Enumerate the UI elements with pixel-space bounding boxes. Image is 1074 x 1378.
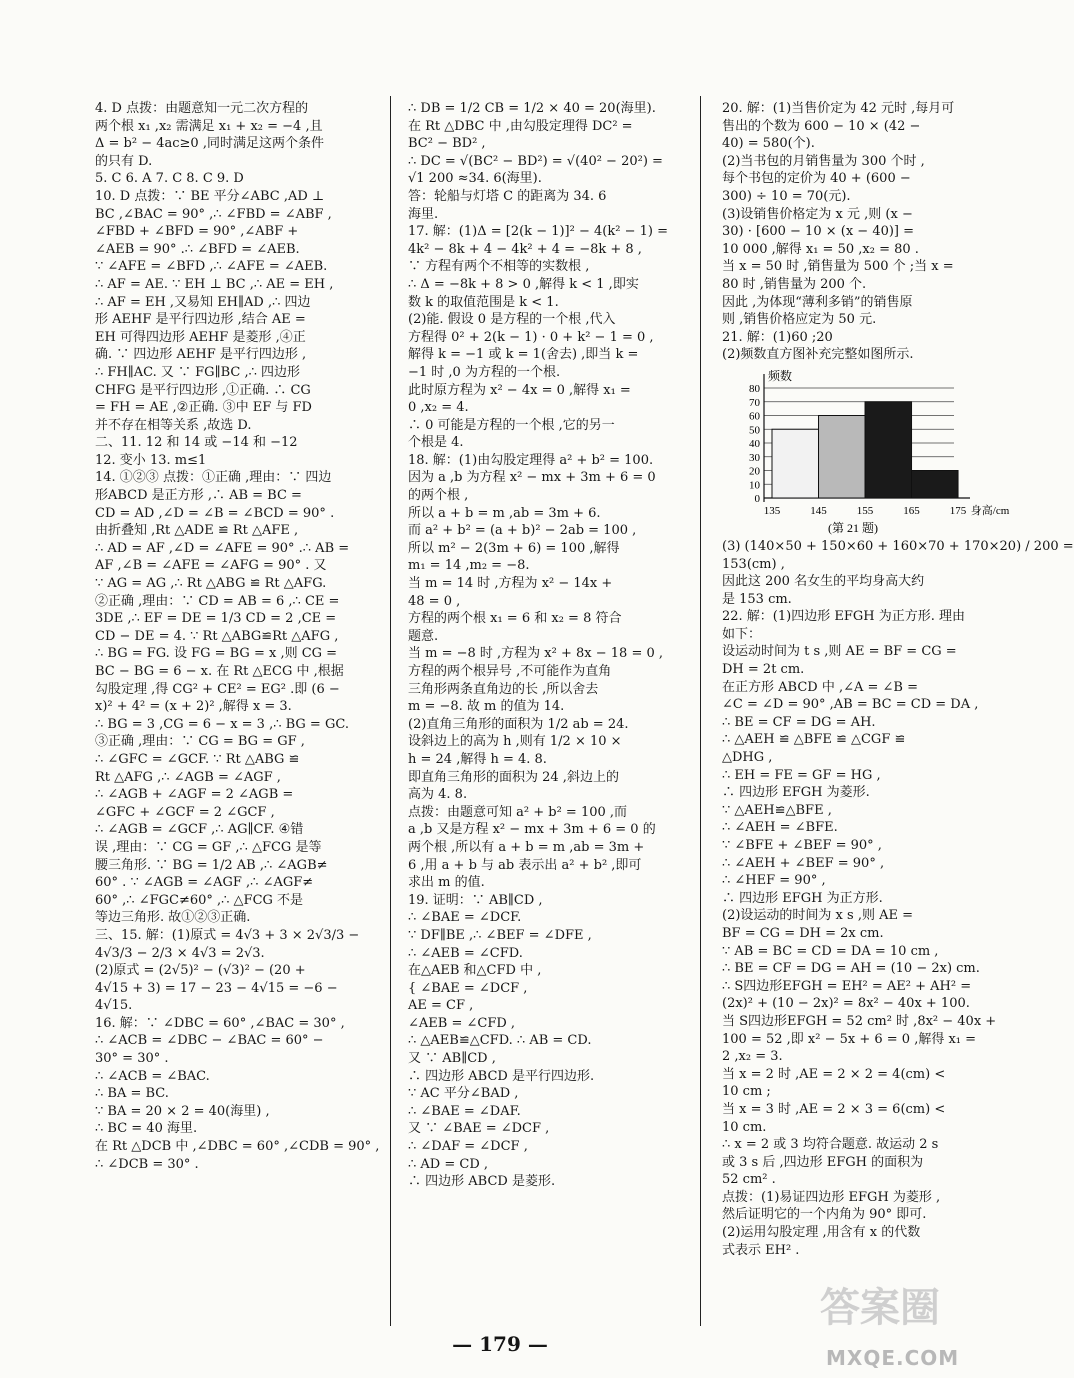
text-line: 当 m = 14 时 ,方程为 x² − 14x + <box>408 576 613 592</box>
text-line: ∴ DB = 1/2 CB = 1/2 × 40 = 20(海里). <box>408 101 656 116</box>
text-line: 二、11. 12 和 14 或 −14 和 −12 <box>95 435 298 451</box>
text-line: ∴ BG = FG. 设 FG = BG = x ,则 CG = <box>95 646 338 662</box>
text-line: 题意. <box>408 628 439 644</box>
x-tick-label: 135 <box>763 504 781 517</box>
y-tick-label: 60 <box>749 410 760 423</box>
text-line: ∴ S四边形EFGH = EH² = AE² + AH² = <box>722 978 972 994</box>
y-tick-label: 80 <box>749 382 760 395</box>
text-line: 两个根 x₁ ,x₂ 需满足 x₁ + x₂ = −4 ,且 <box>95 118 323 134</box>
text-line: 153(cm) , <box>722 556 785 572</box>
text-line: 答：轮船与灯塔 C 的距离为 34. 6 <box>408 188 607 204</box>
text-line: (3) (140×50 + 150×60 + 160×70 + 170×20) / 200 = <box>722 538 1074 554</box>
text-line: ∴ BC = 40 海里. <box>95 1121 198 1137</box>
text-line: 4√15. <box>95 998 133 1014</box>
text-line: (2)能. 假设 0 是方程的一个根 ,代入 <box>408 312 616 328</box>
text-line: 在 Rt △DBC 中 ,由勾股定理得 DC² = <box>408 118 633 134</box>
text-line: (2)设运动的时间为 x s ,则 AE = <box>722 908 913 924</box>
text-line: 式表示 EH² . <box>722 1242 800 1258</box>
text-line: 如下： <box>722 626 762 642</box>
text-line: 在 Rt △DCB 中 ,∠DBC = 60° ,∠CDB = 90° , <box>95 1139 380 1155</box>
column-divider <box>390 96 391 1326</box>
histogram-bar <box>819 415 866 498</box>
text-line: 方程得 0² + 2(k − 1) · 0 + k² − 1 = 0 , <box>408 329 654 345</box>
text-line: ∴ 四边形 ABCD 是平行四边形. <box>408 1068 595 1084</box>
text-line: 两个根 ,所以有 a + b = m ,ab = 3m + <box>408 839 645 855</box>
text-line: 由折叠知 ,Rt △ADE ≌ Rt △AFE , <box>95 523 299 539</box>
histogram-bar <box>912 470 959 498</box>
text-line: ∵ ∠BFE + ∠BEF = 90° , <box>722 838 882 853</box>
text-line: 48 = 0 , <box>408 593 461 609</box>
text-line: (3)设销售价格定为 x 元 ,则 (x − <box>722 206 913 222</box>
text-line: ∴ ∠AEH + ∠BEF = 90° , <box>722 855 885 871</box>
chart-caption: (第 21 题) <box>828 520 878 535</box>
text-line: 10 cm ; <box>722 1084 771 1100</box>
text-line: 误 ,理由：∵ CG = GF ,∴ △FCG 是等 <box>95 839 322 855</box>
text-line: 60° ,∴ ∠FGC≠60° ,∴ △FCG 不是 <box>95 892 304 908</box>
text-line: 30) · [600 − 10 × (x − 40)] = <box>722 224 915 240</box>
text-line: ∴ BE = CF = DG = AH. <box>722 714 876 730</box>
text-line: ∵ 方程有两个不相等的实数根 , <box>408 259 590 275</box>
y-axis-label: 频数 <box>768 368 793 383</box>
text-line: ②正确 ,理由：∵ CD = AB = 6 ,∴ CE = <box>95 593 340 609</box>
column-divider <box>700 96 701 1326</box>
text-line: 方程的两个根异号 ,不可能作为直角 <box>408 664 612 679</box>
text-line: ∵ DF∥BE ,∴ ∠BEF = ∠DFE , <box>408 927 592 943</box>
text-line: 3DE ,∴ EF = DE = 1/3 CD = 2 ,CE = <box>95 611 337 627</box>
text-line: ∴ AD = CD , <box>408 1156 489 1172</box>
text-line: (2)运用勾股定理 ,用含有 x 的代数 <box>722 1225 921 1241</box>
text-line: EH 可得四边形 AEHF 是菱形 ,④正 <box>95 329 306 345</box>
text-line: ∴ ∠ACB = ∠DBC − ∠BAC = 60° − <box>95 1033 324 1049</box>
text-line: ∠AEB = 90° .∴ ∠BFD = ∠AEB. <box>95 241 300 257</box>
text-line: −1 时 ,0 为方程的一个根. <box>408 364 561 380</box>
text-line: ∵ AG = AG ,∴ Rt △ABG ≌ Rt △AFG. <box>95 576 327 592</box>
text-line: 2 ,x₂ = 3. <box>722 1049 783 1065</box>
text-line: ∴ FH∥AC. 又 ∵ FG∥BC ,∴ 四边形 <box>95 364 300 380</box>
text-line: 14. ①②③ 点拨：①正确 ,理由：∵ 四边 <box>95 470 332 486</box>
text-line: Δ = b² − 4ac≥0 ,同时满足这两个条件 <box>95 136 324 152</box>
text-line: a ,b 又是方程 x² − mx + 3m + 6 = 0 的 <box>408 822 656 838</box>
text-line: ∴ 四边形 ABCD 是菱形. <box>408 1174 556 1190</box>
y-tick-label: 40 <box>749 437 760 450</box>
text-line: 所以 m² − 2(3m + 6) = 100 ,解得 <box>408 540 620 556</box>
text-line: 19. 证明：∵ AB∥CD , <box>408 892 543 908</box>
text-line: ∴ ∠HEF = 90° , <box>722 873 826 889</box>
text-line: ∵ △AEH≌△BFE , <box>722 802 832 818</box>
y-tick-label: 50 <box>749 424 760 437</box>
height-histogram <box>722 366 1010 536</box>
text-line: 解得 k = −1 或 k = 1(舍去) ,即当 k = <box>408 347 639 363</box>
text-line: ∴ ∠AEH = ∠BFE. <box>722 820 838 836</box>
text-line: 当 m = −8 时 ,方程为 x² + 8x − 18 = 0 , <box>408 646 664 662</box>
text-line: ∴ x = 2 或 3 均符合题意. 故运动 2 s <box>722 1137 939 1153</box>
text-line: √1 200 ≈34. 6(海里). <box>408 171 542 187</box>
answer-column-1 <box>95 100 380 1173</box>
text-line: 4√3/3 − 2/3 × 4√3 = 2√3. <box>95 945 265 961</box>
text-line: CD − DE = 4. ∵ Rt △ABG≌Rt △AFG , <box>95 628 339 644</box>
text-line: 形 AEHF 是平行四边形 ,结合 AE = <box>95 312 306 328</box>
text-line: ∴ ∠BAE = ∠DAF. <box>408 1103 521 1119</box>
text-line: (2)直角三角形的面积为 1/2 ab = 24. <box>408 716 629 732</box>
text-line: 等边三角形. 故①②③正确. <box>95 910 251 926</box>
text-line: 10. D 点拨：∵ BE 平分∠ABC ,AD ⊥ <box>95 188 325 204</box>
text-line: ∠AEB = ∠CFD , <box>408 1015 516 1031</box>
text-line: 海里. <box>408 206 439 222</box>
text-line: m = −8. 故 m 的值为 14. <box>408 699 565 715</box>
text-line: 因为 a ,b 为方程 x² − mx + 3m + 6 = 0 <box>408 470 656 486</box>
y-tick-label: 20 <box>749 465 760 478</box>
text-line: 并不存在相等关系 ,故选 D. <box>95 417 252 433</box>
text-line: 高为 4. 8. <box>408 787 468 803</box>
text-line: 4√15 + 3) = 17 − 23 − 4√15 = −6 − <box>95 980 338 996</box>
text-line: 是 153 cm. <box>722 591 792 607</box>
text-line: ∴ 0 可能是方程的一个根 ,它的另一 <box>408 417 615 433</box>
text-line: ∴ AD = AF ,∠D = ∠AFE = 90° .∴ AB = <box>95 540 350 556</box>
text-line: 设运动时间为 t s ,则 AE = BF = CG = <box>722 644 957 660</box>
text-line: 而 a² + b² = (a + b)² − 2ab = 100 , <box>408 523 637 539</box>
y-tick-label: 30 <box>749 451 760 464</box>
text-line: (2)频数直方图补充完整如图所示. <box>722 347 914 363</box>
text-line: 16. 解：∵ ∠DBC = 60° ,∠BAC = 30° , <box>95 1015 345 1031</box>
text-line: (2x)² + (10 − 2x)² = 8x² − 40x + 100. <box>722 996 970 1012</box>
text-line: ∴ ∠ACB = ∠BAC. <box>95 1068 210 1084</box>
text-line: ∴ ∠AEB = ∠CFD. <box>408 945 523 961</box>
text-line: 21. 解：(1)60 ;20 <box>722 329 833 345</box>
text-line: ∵ AB = BC = CD = DA = 10 cm , <box>722 943 939 959</box>
text-line: ∴ ∠DAF = ∠DCF , <box>408 1139 528 1155</box>
text-line: (2)原式 = (2√5)² − (√3)² − (20 + <box>95 963 306 979</box>
text-line: 又 ∵ ∠BAE = ∠DCF , <box>408 1121 550 1137</box>
answer-column-3 <box>722 100 1074 1259</box>
y-tick-label: 0 <box>754 492 760 505</box>
text-line: ∠C = ∠D = 90° ,AB = BC = CD = DA , <box>722 697 979 713</box>
text-line: AE = CF , <box>408 998 474 1014</box>
text-line: 腰三角形. ∵ BG = 1/2 AB ,∴ ∠AGB≠ <box>95 857 328 873</box>
x-axis-label: 身高/cm <box>970 504 1010 517</box>
text-line: BC² − BD² , <box>408 136 486 152</box>
text-line: 60° . ∵ ∠AGB = ∠AGF ,∴ ∠AGF≠ <box>95 875 314 891</box>
x-tick-label: 145 <box>810 504 827 517</box>
watermark-logo: 答案圈 <box>820 1285 940 1331</box>
text-line: 所以 a + b = m ,ab = 3m + 6. <box>408 505 601 521</box>
text-line: ∴ BG = 3 ,CG = 6 − x = 3 ,∴ BG = GC. <box>95 716 349 732</box>
text-line: 18. 解：(1)由勾股定理得 a² + b² = 100. <box>408 452 654 468</box>
text-line: 17. 解：(1)Δ = [2(k − 1)]² − 4(k² − 1) = <box>408 224 668 240</box>
text-line: 因此这 200 名女生的平均身高大约 <box>722 574 925 590</box>
text-line: ∴ △AEH ≌ △BFE ≌ △CGF ≌ <box>722 732 906 748</box>
text-line: ∴ ∠DCB = 30° . <box>95 1156 199 1172</box>
text-line: 或 3 s 后 ,四边形 EFGH 的面积为 <box>722 1154 924 1170</box>
text-line: 6 ,用 a + b 与 ab 表示出 a² + b² ,即可 <box>408 857 642 873</box>
text-line: ∴ △AEB≌△CFD. ∴ AB = CD. <box>408 1033 592 1049</box>
x-tick-label: 165 <box>903 504 920 517</box>
answer-column-2 <box>408 100 670 1191</box>
text-line: 20. 解：(1)当售价定为 42 元时 ,每月可 <box>722 101 955 116</box>
x-tick-label: 175 <box>949 504 967 517</box>
text-line: DH = 2t cm. <box>722 662 805 678</box>
text-line: 当 S四边形EFGH = 52 cm² 时 ,8x² − 40x + <box>722 1013 997 1029</box>
text-line: 数 k 的取值范围是 k < 1. <box>408 294 559 310</box>
text-line: Rt △AFG ,∴ ∠AGB = ∠AGF , <box>95 769 281 785</box>
histogram-svg <box>722 366 1010 536</box>
text-line: CHFG 是平行四边形 ,①正确. ∴ CG <box>95 382 311 398</box>
text-line: BC − BG = 6 − x. 在 Rt △ECG 中 ,根据 <box>95 664 344 679</box>
text-line: 40) = 580(个). <box>722 136 815 152</box>
text-line: ∵ AC 平分∠BAD , <box>408 1086 519 1102</box>
text-line: 22. 解：(1)四边形 EFGH 为正方形. 理由 <box>722 609 965 625</box>
text-line: ∵ BA = 20 × 2 = 40(海里) , <box>95 1103 270 1119</box>
text-line: = FH = AE ,②正确. ③中 EF 与 FD <box>95 400 312 416</box>
text-line: ∴ ∠AGB + ∠AGF = 2 ∠AGB = <box>95 787 294 803</box>
text-line: 则 ,销售价格应定为 50 元. <box>722 312 877 328</box>
text-line: 方程的两个根 x₁ = 6 和 x₂ = 8 符合 <box>408 611 622 627</box>
text-line: ∴ BA = BC. <box>95 1086 169 1102</box>
watermark-url: MXQE.COM <box>826 1346 960 1370</box>
text-line: 三、15. 解：(1)原式 = 4√3 + 3 × 2√3/3 − <box>95 927 360 943</box>
text-line: BF = CG = DH = 2x cm. <box>722 925 884 941</box>
text-line: 30° = 30° . <box>95 1051 169 1067</box>
text-line: 此时原方程为 x² − 4x = 0 ,解得 x₁ = <box>408 382 631 398</box>
text-line: x)² + 4² = (x + 2)² ,解得 x = 3. <box>95 699 292 715</box>
text-line: ∴ ∠GFC = ∠GCF. ∵ Rt △ABG ≌ <box>95 751 300 767</box>
page-number: — 179 — <box>452 1332 548 1356</box>
text-line: 个根是 4. <box>408 435 464 451</box>
text-line: 设斜边上的高为 h ,则有 1/2 × 10 × <box>408 734 622 750</box>
text-line: 52 cm² . <box>722 1172 776 1188</box>
y-tick-label: 70 <box>749 396 760 409</box>
text-line: 的两个根 , <box>408 488 469 504</box>
text-line: 当 x = 3 时 ,AE = 2 × 3 = 6(cm) < <box>722 1101 946 1117</box>
text-line: 12. 变小 13. m≤1 <box>95 452 207 468</box>
text-line: (2)当书包的月销售量为 300 个时 , <box>722 153 925 169</box>
text-line: ∴ Δ = −8k + 8 > 0 ,解得 k < 1 ,即实 <box>408 276 639 292</box>
text-line: 又 ∵ AB∥CD , <box>408 1051 496 1067</box>
y-tick-label: 10 <box>749 479 760 492</box>
text-line: BC ,∠BAC = 90° ,∴ ∠FBD = ∠ABF , <box>95 206 332 222</box>
histogram-bar <box>772 429 819 498</box>
text-line: 5. C 6. A 7. C 8. C 9. D <box>95 171 244 187</box>
text-line: 300) ÷ 10 = 70(元). <box>722 188 851 204</box>
text-line: 在正方形 ABCD 中 ,∠A = ∠B = <box>722 679 918 695</box>
text-line: 10 cm. <box>722 1119 767 1135</box>
text-line: 0 ,x₂ = 4. <box>408 400 469 416</box>
text-line: 当 x = 2 时 ,AE = 2 × 2 = 4(cm) < <box>722 1066 946 1082</box>
text-line: 当 x = 50 时 ,销售量为 500 个 ;当 x = <box>722 259 954 275</box>
text-line: AF ,∠B = ∠AFE = ∠AFG = 90° . 又 <box>95 558 327 574</box>
text-line: 点拨：由题意可知 a² + b² = 100 ,而 <box>408 804 628 820</box>
text-line: 形ABCD 是正方形 ,∴ AB = BC = <box>95 488 302 504</box>
text-line: ∴ ∠AGB = ∠GCF ,∴ AG∥CF. ④错 <box>95 822 304 838</box>
text-line: ∴ 四边形 EFGH 为正方形. <box>722 890 883 906</box>
text-line: ∵ ∠AFE = ∠BFD ,∴ ∠AFE = ∠AEB. <box>95 259 328 275</box>
histogram-bar <box>865 402 912 498</box>
text-line: CD = AD ,∠D = ∠B = ∠BCD = 90° . <box>95 505 335 521</box>
text-line: ∴ BE = CF = DG = AH = (10 − 2x) cm. <box>722 961 980 977</box>
text-line: ∴ AF = EH ,又易知 EH∥AD ,∴ 四边 <box>95 294 311 310</box>
text-line: 10 000 ,解得 x₁ = 50 ,x₂ = 80 . <box>722 241 919 257</box>
text-line: 三角形两条直角边的长 ,所以舍去 <box>408 681 599 697</box>
text-line: 因此 ,为体现“薄利多销”的销售原 <box>722 294 913 310</box>
text-line: 在△AEB 和△CFD 中 , <box>408 963 542 979</box>
text-line: { ∠BAE = ∠DCF , <box>408 980 528 996</box>
text-line: h = 24 ,解得 h = 4. 8. <box>408 751 547 767</box>
text-line: m₁ = 14 ,m₂ = −8. <box>408 558 530 574</box>
text-line: 然后证明它的一个内角为 90° 即可. <box>722 1207 927 1223</box>
text-line: 点拨：(1)易证四边形 EFGH 为菱形 , <box>722 1189 941 1205</box>
text-line: 100 = 52 ,即 x² − 5x + 6 = 0 ,解得 x₁ = <box>722 1031 977 1047</box>
text-line: 4k² − 8k + 4 − 4k² + 4 = −8k + 8 , <box>408 241 642 257</box>
text-line: ∠FBD + ∠BFD = 90° ,∠ABF + <box>95 224 299 240</box>
text-line: ∠GFC + ∠GCF = 2 ∠GCF , <box>95 804 275 820</box>
text-line: ∴ DC = √(BC² − BD²) = √(40² − 20²) = <box>408 153 663 169</box>
text-line: ③正确 ,理由：∵ CG = BG = GF , <box>95 734 305 750</box>
text-line: 勾股定理 ,得 CG² + CE² = EG² .即 (6 − <box>95 681 340 697</box>
text-line: ∴ EH = FE = GF = HG , <box>722 767 881 783</box>
text-line: 求出 m 的值. <box>408 875 485 891</box>
text-line: 每个书包的定价为 40 + (600 − <box>722 171 911 187</box>
text-line: ∴ AF = AE. ∵ EH ⊥ BC ,∴ AE = EH , <box>95 276 334 292</box>
text-line: 80 时 ,销售量为 200 个. <box>722 276 867 292</box>
text-line: △DHG , <box>722 750 773 766</box>
text-line: 售出的个数为 600 − 10 × (42 − <box>722 118 921 134</box>
text-line: 确. ∵ 四边形 AEHF 是平行四边形 , <box>95 347 307 363</box>
text-line: 4. D 点拨：由题意知一元二次方程的 <box>95 101 309 116</box>
text-line: 即直角三角形的面积为 24 ,斜边上的 <box>408 769 619 785</box>
text-line: 的只有 D. <box>95 153 153 169</box>
text-line: ∴ 四边形 EFGH 为菱形. <box>722 785 870 801</box>
x-tick-label: 155 <box>856 504 874 517</box>
text-line: ∴ ∠BAE = ∠DCF. <box>408 910 522 926</box>
